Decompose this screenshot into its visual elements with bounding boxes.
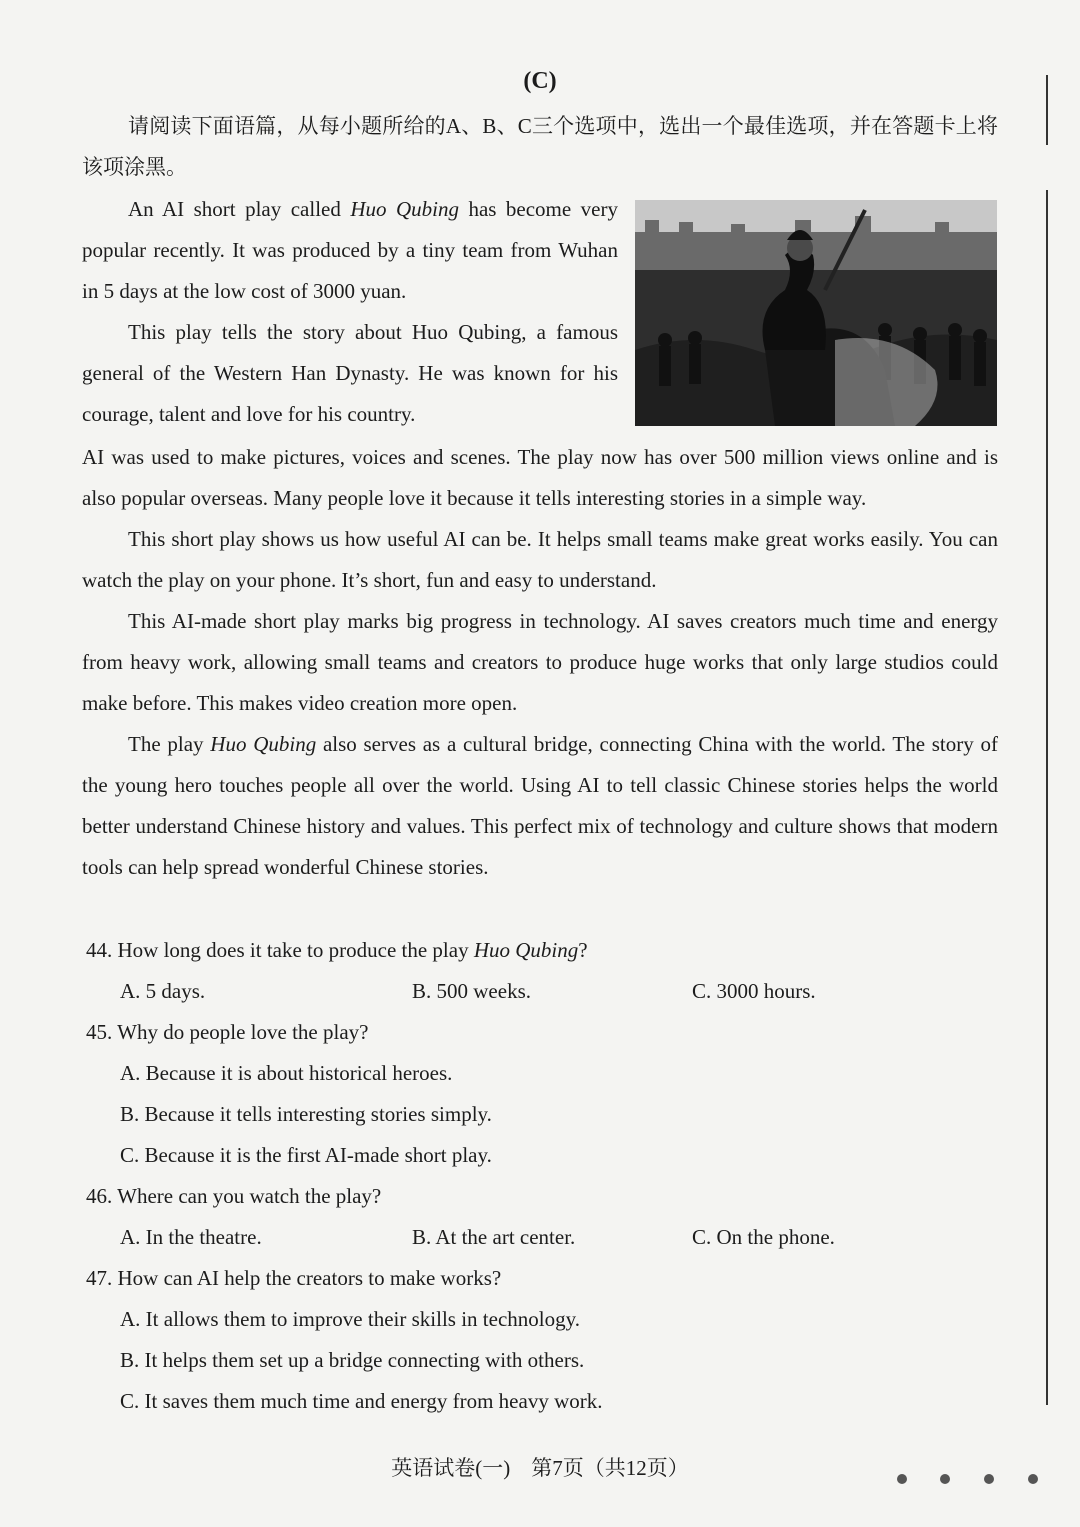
q46-option-a[interactable]: A. In the theatre. — [120, 1225, 262, 1249]
page-footer: 英语试卷(一) 第7页（共12页） — [391, 1456, 689, 1480]
q44-option-a[interactable]: A. 5 days. — [120, 979, 206, 1003]
question-47: 47. How can AI help the creators to make works? — [86, 1266, 502, 1290]
instruction — [82, 106, 998, 188]
paragraph-2-end: AI was used to make pictures, voices and scenes. The play now has over 500 million views online and is also popular overseas. Many people love it because it tells interesting stories in a simple way. — [82, 445, 998, 510]
question-45: 45. Why do people love the play? — [86, 1020, 369, 1044]
q47-option-a[interactable]: A. It allows them to improve their skills in technology. — [120, 1307, 580, 1331]
scan-dot — [897, 1474, 907, 1484]
question-44: 44. How long does it take to produce the play Huo Qubing? — [86, 938, 588, 962]
q44-option-b[interactable]: B. 500 weeks. — [412, 979, 531, 1003]
section-title: (C) — [523, 68, 557, 94]
q45-option-b[interactable]: B. Because it tells interesting stories simply. — [120, 1102, 492, 1126]
q46-option-b[interactable]: B. At the art center. — [412, 1225, 576, 1249]
paragraph-2-start: This play tells the story about Huo Qubing, a famous general of the Western Han Dynasty. He was known for his courage, talent and love for his country. — [82, 320, 618, 426]
q44-option-c[interactable]: C. 3000 hours. — [692, 979, 816, 1003]
warrior-illustration — [635, 200, 997, 426]
paragraph-5: The play Huo Qubing also serves as a cultural bridge, connecting China with the world. The story of the young hero touches people all over the world. Using AI to tell classic Chinese stories helps the world better understand Chinese history and values. This perfect mix of technology and culture shows that modern tools can help spread wonderful Chinese stories. — [82, 732, 998, 879]
question-46: 46. Where can you watch the play? — [86, 1184, 382, 1208]
scan-dot — [1028, 1474, 1038, 1484]
margin-line-main — [1046, 190, 1048, 1405]
q47-option-b[interactable]: B. It helps them set up a bridge connecting with others. — [120, 1348, 585, 1372]
passage-intro — [82, 189, 618, 435]
margin-line-top — [1046, 75, 1048, 145]
q45-option-c[interactable]: C. Because it is the first AI-made short play. — [120, 1143, 492, 1167]
instruction-text: 请阅读下面语篇，从每小题所给的A、B、C三个选项中，选出一个最佳选项，并在答题卡上将该项涂黑。 — [82, 114, 998, 179]
scan-dot — [984, 1474, 994, 1484]
play-still-photo — [635, 200, 997, 426]
scan-dot — [940, 1474, 950, 1484]
play-title: Huo Qubing — [210, 732, 317, 756]
q45-option-a[interactable]: A. Because it is about historical heroes. — [120, 1061, 453, 1085]
paragraph-3: This short play shows us how useful AI can be. It helps small teams make great works easily. You can watch the play on your phone. It’s short, fun and easy to understand. — [82, 527, 998, 592]
q47-option-c[interactable]: C. It saves them much time and energy from heavy work. — [120, 1389, 603, 1413]
play-title: Huo Qubing — [473, 938, 579, 962]
q46-option-c[interactable]: C. On the phone. — [692, 1225, 835, 1249]
paragraph-4: This AI-made short play marks big progress in technology. AI saves creators much time and energy from heavy work, allowing small teams and creators to produce huge works that only large studios could make before. This makes video creation more open. — [82, 609, 998, 715]
paragraph-1: An AI short play called Huo Qubing has become very popular recently. It was produced by a tiny team from Wuhan in 5 days at the low cost of 3000 yuan. — [82, 197, 618, 303]
passage-body — [82, 437, 998, 888]
play-title: Huo Qubing — [350, 197, 459, 221]
